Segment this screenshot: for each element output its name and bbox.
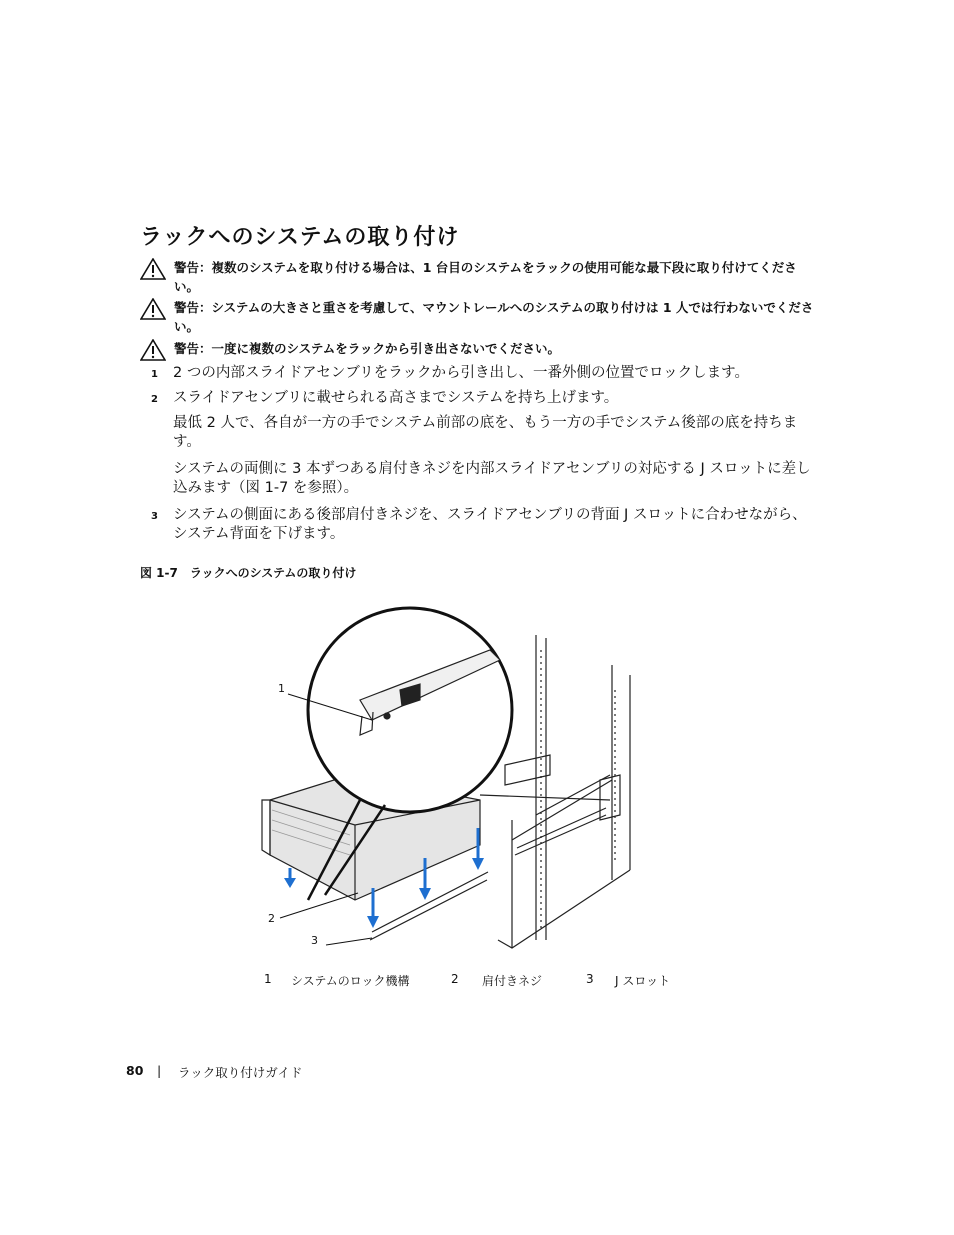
figure-title: ラックへのシステムの取り付け [189,566,357,580]
footer-separator: | [157,1063,162,1078]
legend-label: J スロット [615,974,671,988]
warning-3 [140,339,815,358]
warning-text: 警告：システムの大きさと重さを考慮して、マウントレールへのシステムの取り付けは 1 人では行わないでください。 [174,300,814,334]
warning-1 [140,258,815,296]
legend-number: 2 [451,972,459,986]
legend-label: 肩付きネジ [482,974,543,988]
step-number: 1 [151,369,158,380]
warning-icon [140,339,166,361]
warning-icon [140,298,166,320]
legend-number: 1 [264,972,272,986]
callout-3: 3 [311,934,318,947]
section-title: ラックへのシステムの取り付け [140,225,460,250]
figure-number: 図 1-7 [140,566,178,580]
warning-icon [140,258,166,280]
rack-installation-illustration [250,600,650,960]
step-text: スライドアセンブリに載せられる高さまでシステムを持ち上げます。 [173,390,619,406]
page-number: 80 [126,1063,144,1078]
warning-text: 警告：複数のシステムを取り付ける場合は、1 台目のシステムをラックの使用可能な最下段に取り付けてください。 [174,260,797,294]
callout-1: 1 [278,682,285,695]
warning-text: 警告：一度に複数のシステムをラックから引き出さないでください。 [174,341,561,356]
step-text: システムの側面にある後部肩付きネジを、スライドアセンブリの背面 J スロットに合わせながら、システム背面を下げます。 [173,507,807,542]
legend-number: 3 [586,972,594,986]
step-note: システムの両側に 3 本ずつある肩付きネジを内部スライドアセンブリの対応する J スロットに差し込みます（図 1-7 を参照）。 [173,461,811,496]
figure-caption [140,564,356,581]
step-number: 3 [151,511,158,522]
step-number: 2 [151,394,158,405]
callout-2: 2 [268,912,275,925]
warning-2 [140,298,815,336]
step-text: 2 つの内部スライドアセンブリをラックから引き出し、一番外側の位置でロックします。 [173,365,749,381]
legend-label: システムのロック機構 [291,974,410,988]
step-note: 最低 2 人で、各自が一方の手でシステム前部の底を、もう一方の手でシステム後部の底を持ちます。 [173,415,798,450]
footer-guide-title: ラック取り付けガイド [178,1065,303,1080]
